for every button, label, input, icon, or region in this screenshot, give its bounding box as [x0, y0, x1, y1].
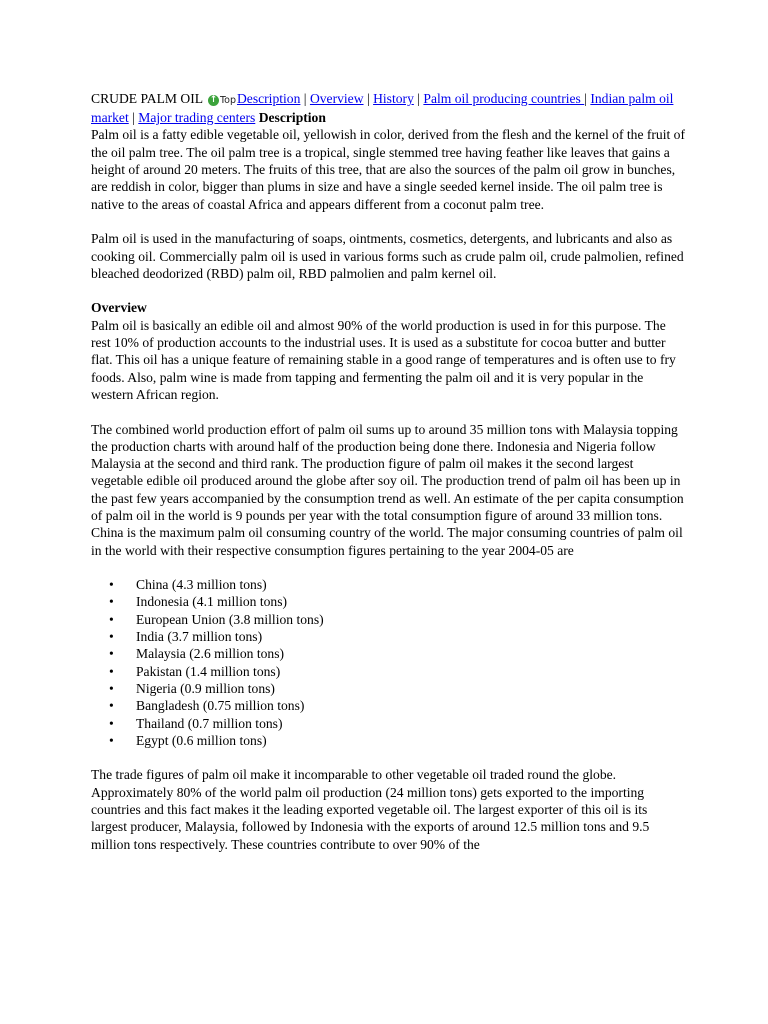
nav-link-description[interactable]: Description	[236, 91, 301, 106]
arrow-up-icon: ↑	[209, 95, 218, 105]
list-item: • Nigeria (0.9 million tons)	[91, 680, 686, 697]
list-item: • China (4.3 million tons)	[91, 576, 686, 593]
consumers-list	[91, 576, 686, 749]
list-item: • Malaysia (2.6 million tons)	[91, 645, 686, 662]
nav-link-overview[interactable]: Overview	[309, 91, 364, 106]
list-item: • Egypt (0.6 million tons)	[91, 732, 686, 749]
top-link[interactable]	[208, 92, 236, 109]
nav-link-indian-market[interactable]: Indian palm oil market	[91, 91, 674, 126]
top-label: Top	[219, 94, 236, 106]
nav-separator: |	[128, 110, 139, 126]
nav-header	[91, 90, 686, 126]
list-item: • Bangladesh (0.75 million tons)	[91, 697, 686, 714]
nav-separator: |	[413, 91, 424, 106]
description-paragraph-1: Palm oil is a fatty edible vegetable oil, yellowish in color, derived from the flesh and the kernel of the fruit of the oil palm tree. The oil palm tree is a tropical, single stemmed tree having feather like leaves that gains a height of around 20 meters. The fruits of this tree, that are also the sources of the palm oil grow in bunches, are reddish in color, bigger than plums in size and have a single seeded kernel inside. The oil palm tree is native to the areas of coastal Africa and appears different from a coconut palm tree.	[91, 127, 686, 212]
document-page	[91, 90, 686, 853]
nav-link-history[interactable]: History	[373, 91, 414, 106]
list-item: • European Union (3.8 million tons)	[91, 611, 686, 628]
overview-heading: Overview	[91, 300, 147, 316]
nav-separator: |	[300, 91, 310, 106]
description-heading: Description	[258, 110, 326, 126]
list-item: • Indonesia (4.1 million tons)	[91, 593, 686, 610]
nav-link-trading-centers[interactable]: Major trading centers	[138, 110, 256, 126]
list-item: • India (3.7 million tons)	[91, 628, 686, 645]
description-paragraph-2: Palm oil is used in the manufacturing of soaps, ointments, cosmetics, detergents, and lubricants and also as cooking oil. Commercially palm oil is used in various forms such as crude palm oil, crude palmolien, refined bleached deodorized (RBD) palm oil, RBD palmolien and palm kernel oil.	[91, 231, 684, 281]
nav-link-producing-countries[interactable]: Palm oil producing countries	[423, 91, 585, 106]
page-title: CRUDE PALM OIL	[91, 91, 203, 106]
trade-paragraph: The trade figures of palm oil make it incomparable to other vegetable oil traded round the globe. Approximately 80% of the world palm oil production (24 million tons) gets exported to the importing countries and this fact makes it the leading exported vegetable oil. The largest exporter of this oil is its largest producer, Malaysia, followed by Indonesia with the exports of around 12.5 million tons and 9.5 million tons respectively. These countries contribute to over 90% of the	[91, 767, 650, 852]
nav-separator: |	[584, 91, 591, 106]
overview-paragraph-1: Palm oil is basically an edible oil and almost 90% of the world production is used in for this purpose. The rest 10% of production accounts to the industrial uses. It is used as a substitute for cocoa butter and butter flat. This oil has a unique feature of remaining stable in a good range of temperatures and is often use to fry foods. Also, palm wine is made from tapping and fermenting the palm oil and it is very popular in the western African region.	[91, 317, 676, 402]
overview-paragraph-2: The combined world production effort of palm oil sums up to around 35 million tons with Malaysia topping the production charts with around half of the production being done there. Indonesia and Nigeria follow Malaysia at the second and third rank. The production figure of palm oil makes it the second largest vegetable edible oil produced around the globe after soy oil. The production trend of palm oil has been up in the past few years accompanied by the consumption trend as well. An estimate of the per capita consumption of palm oil in the world is 9 pounds per year with the total consumption figure of around 33 million tons. China is the maximum palm oil consuming country of the world. The major consuming countries of palm oil in the world with their respective consumption figures pertaining to the year 2004-05 are	[91, 421, 684, 558]
nav-separator: |	[363, 91, 374, 106]
list-item: • Pakistan (1.4 million tons)	[91, 663, 686, 680]
list-item: • Thailand (0.7 million tons)	[91, 715, 686, 732]
